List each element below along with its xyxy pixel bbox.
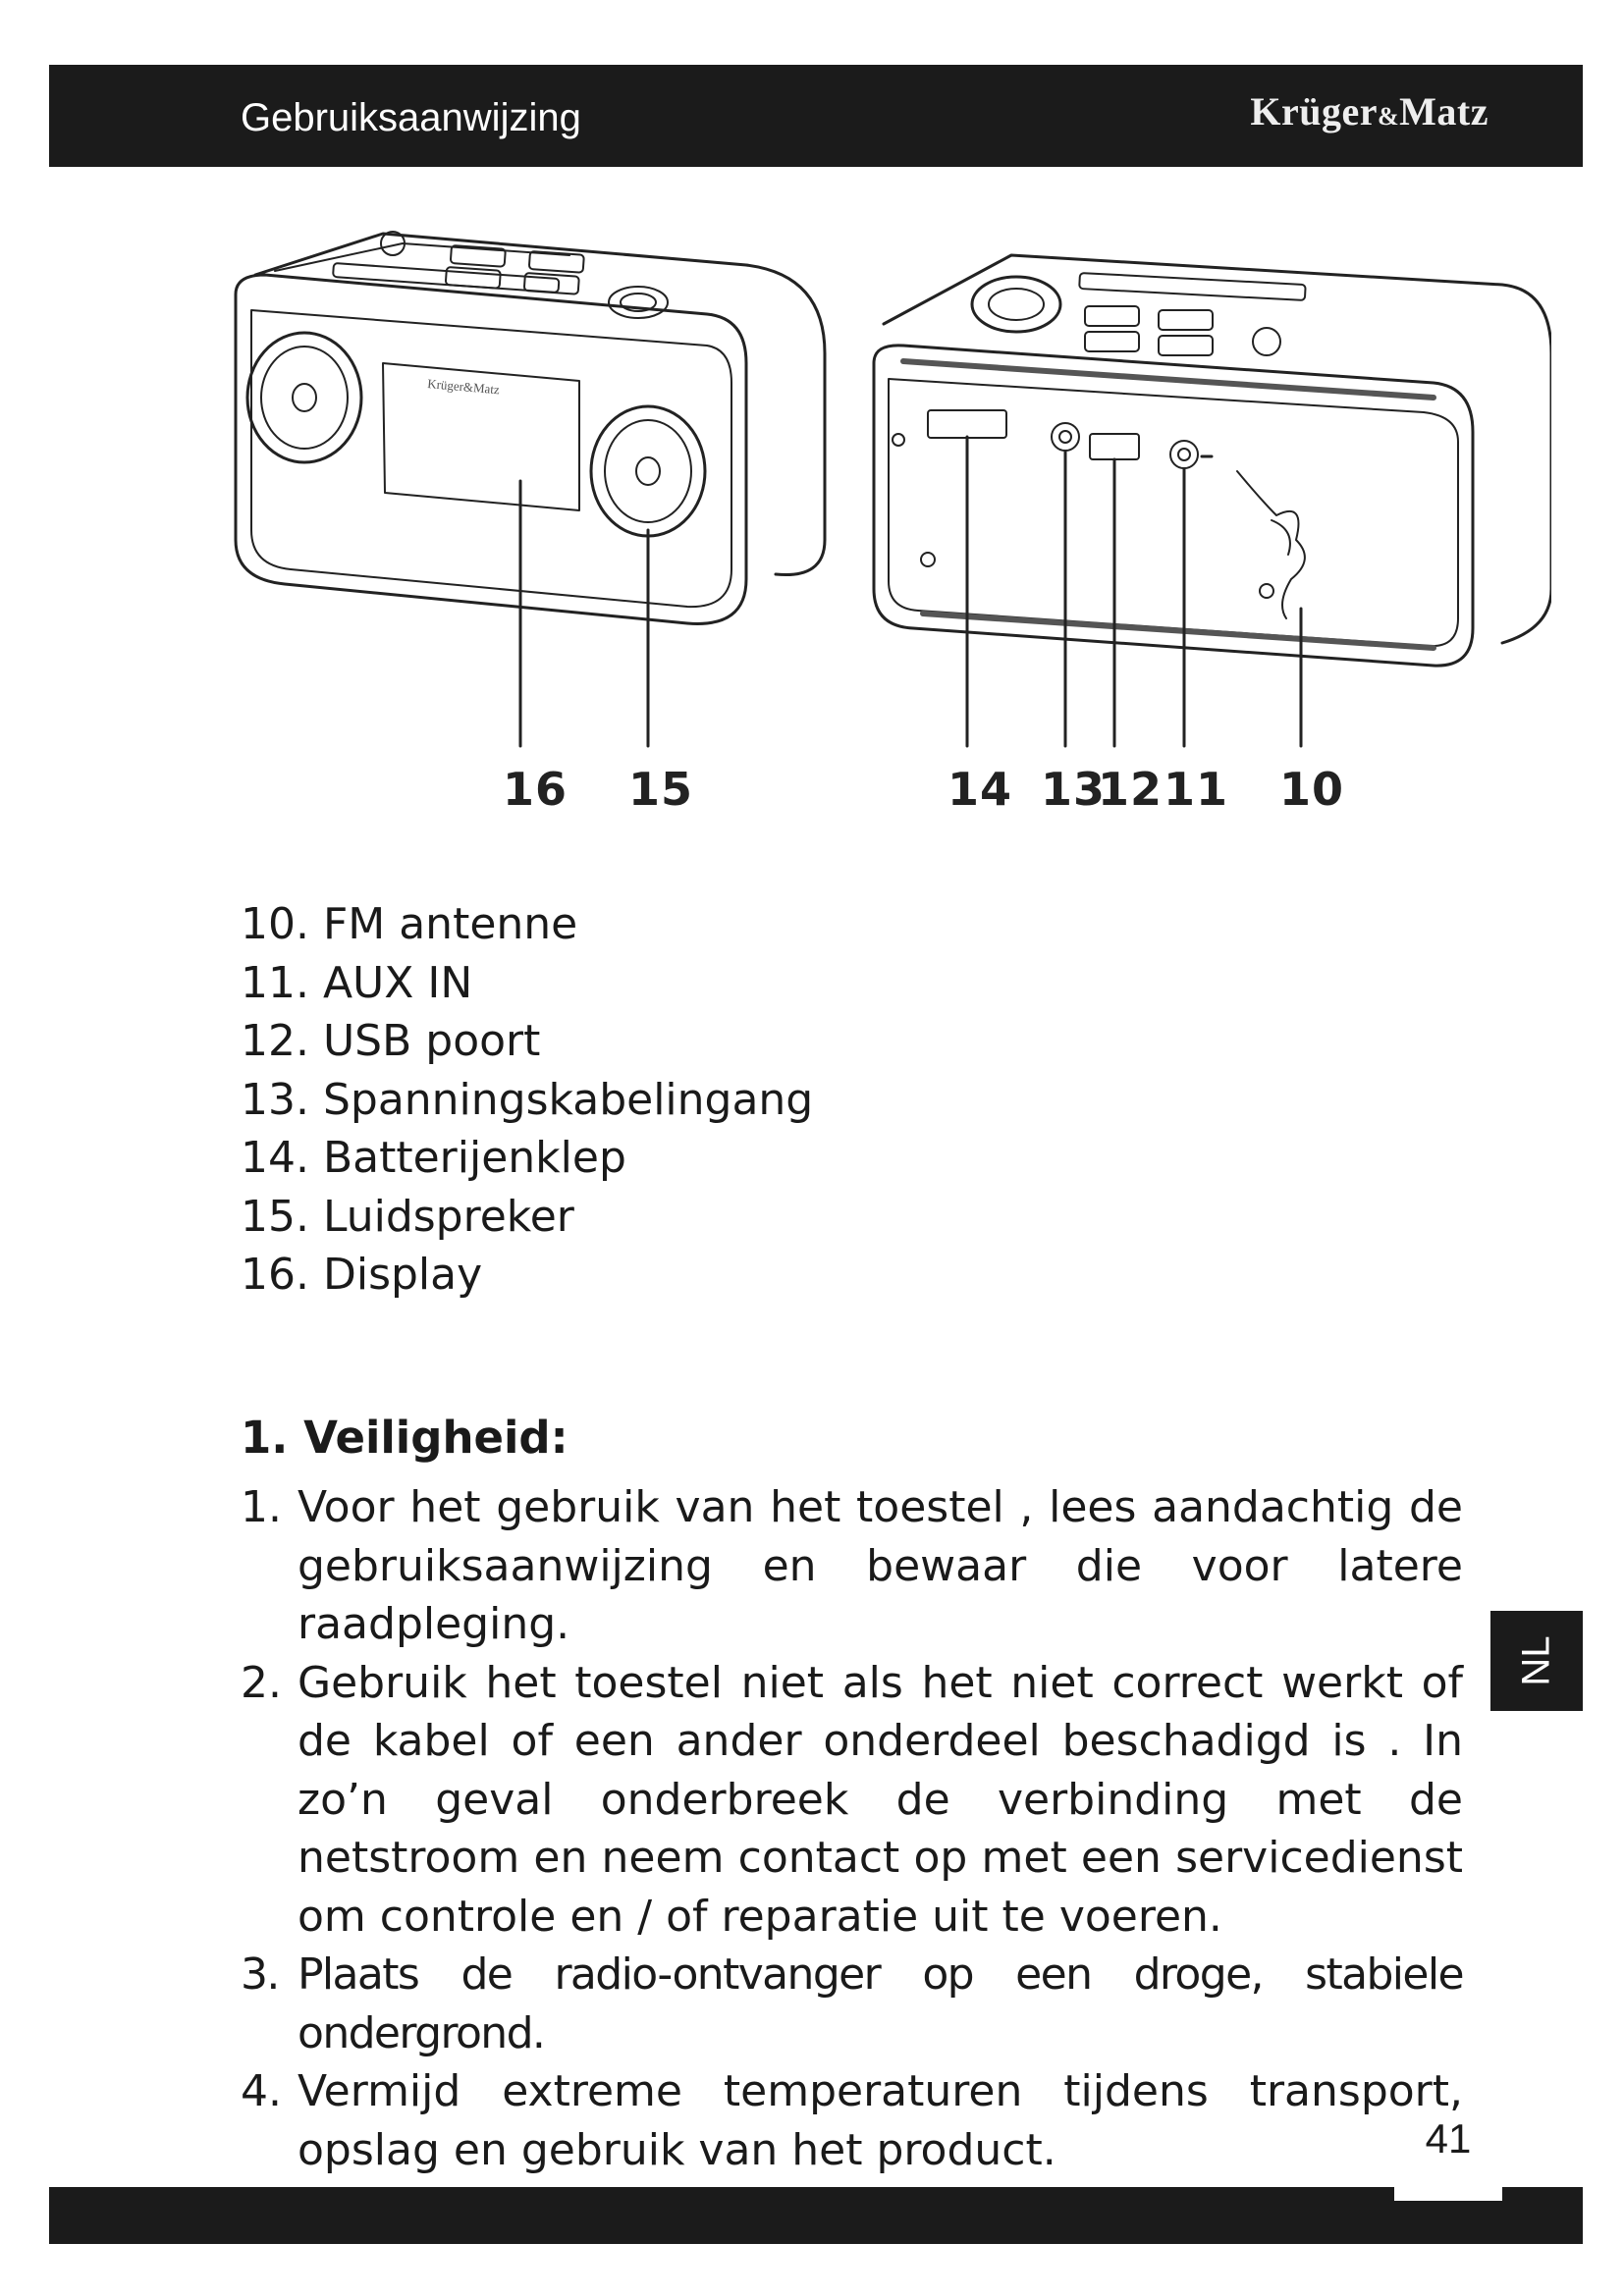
footer-notch xyxy=(1394,2187,1502,2201)
brand-logo xyxy=(1250,88,1489,134)
item-number: 1. xyxy=(241,1482,282,1532)
language-label: NL xyxy=(1514,1635,1558,1686)
safety-item xyxy=(241,1654,1463,1947)
item-number: 4. xyxy=(241,2066,282,2116)
label-11: 11 xyxy=(1164,763,1229,815)
item-text: Plaats de radio-ontvanger op een droge, stabiele ondergrond. xyxy=(298,1949,1463,2058)
label-16: 16 xyxy=(503,763,568,815)
safety-item xyxy=(241,1946,1463,2062)
list-item: 14. Batterijenklep xyxy=(241,1133,626,1183)
list-item: 11. AUX IN xyxy=(241,957,473,1008)
language-tab xyxy=(1490,1611,1583,1711)
section-title: 1. Veiligheid: xyxy=(241,1412,568,1464)
device-logo-text: Krüger&Matz xyxy=(426,376,501,398)
safety-item xyxy=(241,2062,1463,2179)
label-12: 12 xyxy=(1098,763,1164,815)
item-text: Gebruik het toestel niet als het niet correct werkt of de kabel of een ander onderdeel beschadigd is . In zo’n geval onderbreek de verbinding met de netstroom en neem contact op met een servicedienst om controle en / of reparatie uit te voeren. xyxy=(298,1657,1463,1942)
parts-list xyxy=(241,895,813,1305)
item-number: 2. xyxy=(241,1657,282,1708)
back-unit-drawing xyxy=(874,255,1551,746)
front-unit-drawing xyxy=(236,232,825,746)
footer-bar xyxy=(49,2187,1583,2244)
list-item: 12. USB poort xyxy=(241,1016,541,1066)
label-14: 14 xyxy=(947,763,1013,815)
product-diagram xyxy=(196,216,1551,815)
brand-tail: Matz xyxy=(1399,89,1489,133)
list-item: 15. Luidspreker xyxy=(241,1191,574,1242)
label-13: 13 xyxy=(1041,763,1107,815)
header-title: Gebruiksaanwijzing xyxy=(241,96,581,139)
safety-item xyxy=(241,1478,1463,1654)
label-10: 10 xyxy=(1279,763,1345,815)
item-text: Vermijd extreme temperaturen tijdens transport, opslag en gebruik van het product. xyxy=(298,2066,1463,2175)
safety-list xyxy=(241,1478,1463,2179)
label-15: 15 xyxy=(628,763,694,815)
brand-main: Krüger xyxy=(1250,89,1378,133)
brand-amp: & xyxy=(1378,102,1400,131)
item-text: Voor het gebruik van het toestel , lees aandachtig de gebruiksaanwijzing en bewaar die voor latere raadpleging. xyxy=(298,1482,1463,1649)
list-item: 13. Spanningskabelingang xyxy=(241,1074,814,1125)
page-number: 41 xyxy=(1425,2115,1472,2162)
list-item: 16. Display xyxy=(241,1250,483,1300)
list-item: 10. FM antenne xyxy=(241,899,578,949)
item-number: 3. xyxy=(241,1949,279,2000)
